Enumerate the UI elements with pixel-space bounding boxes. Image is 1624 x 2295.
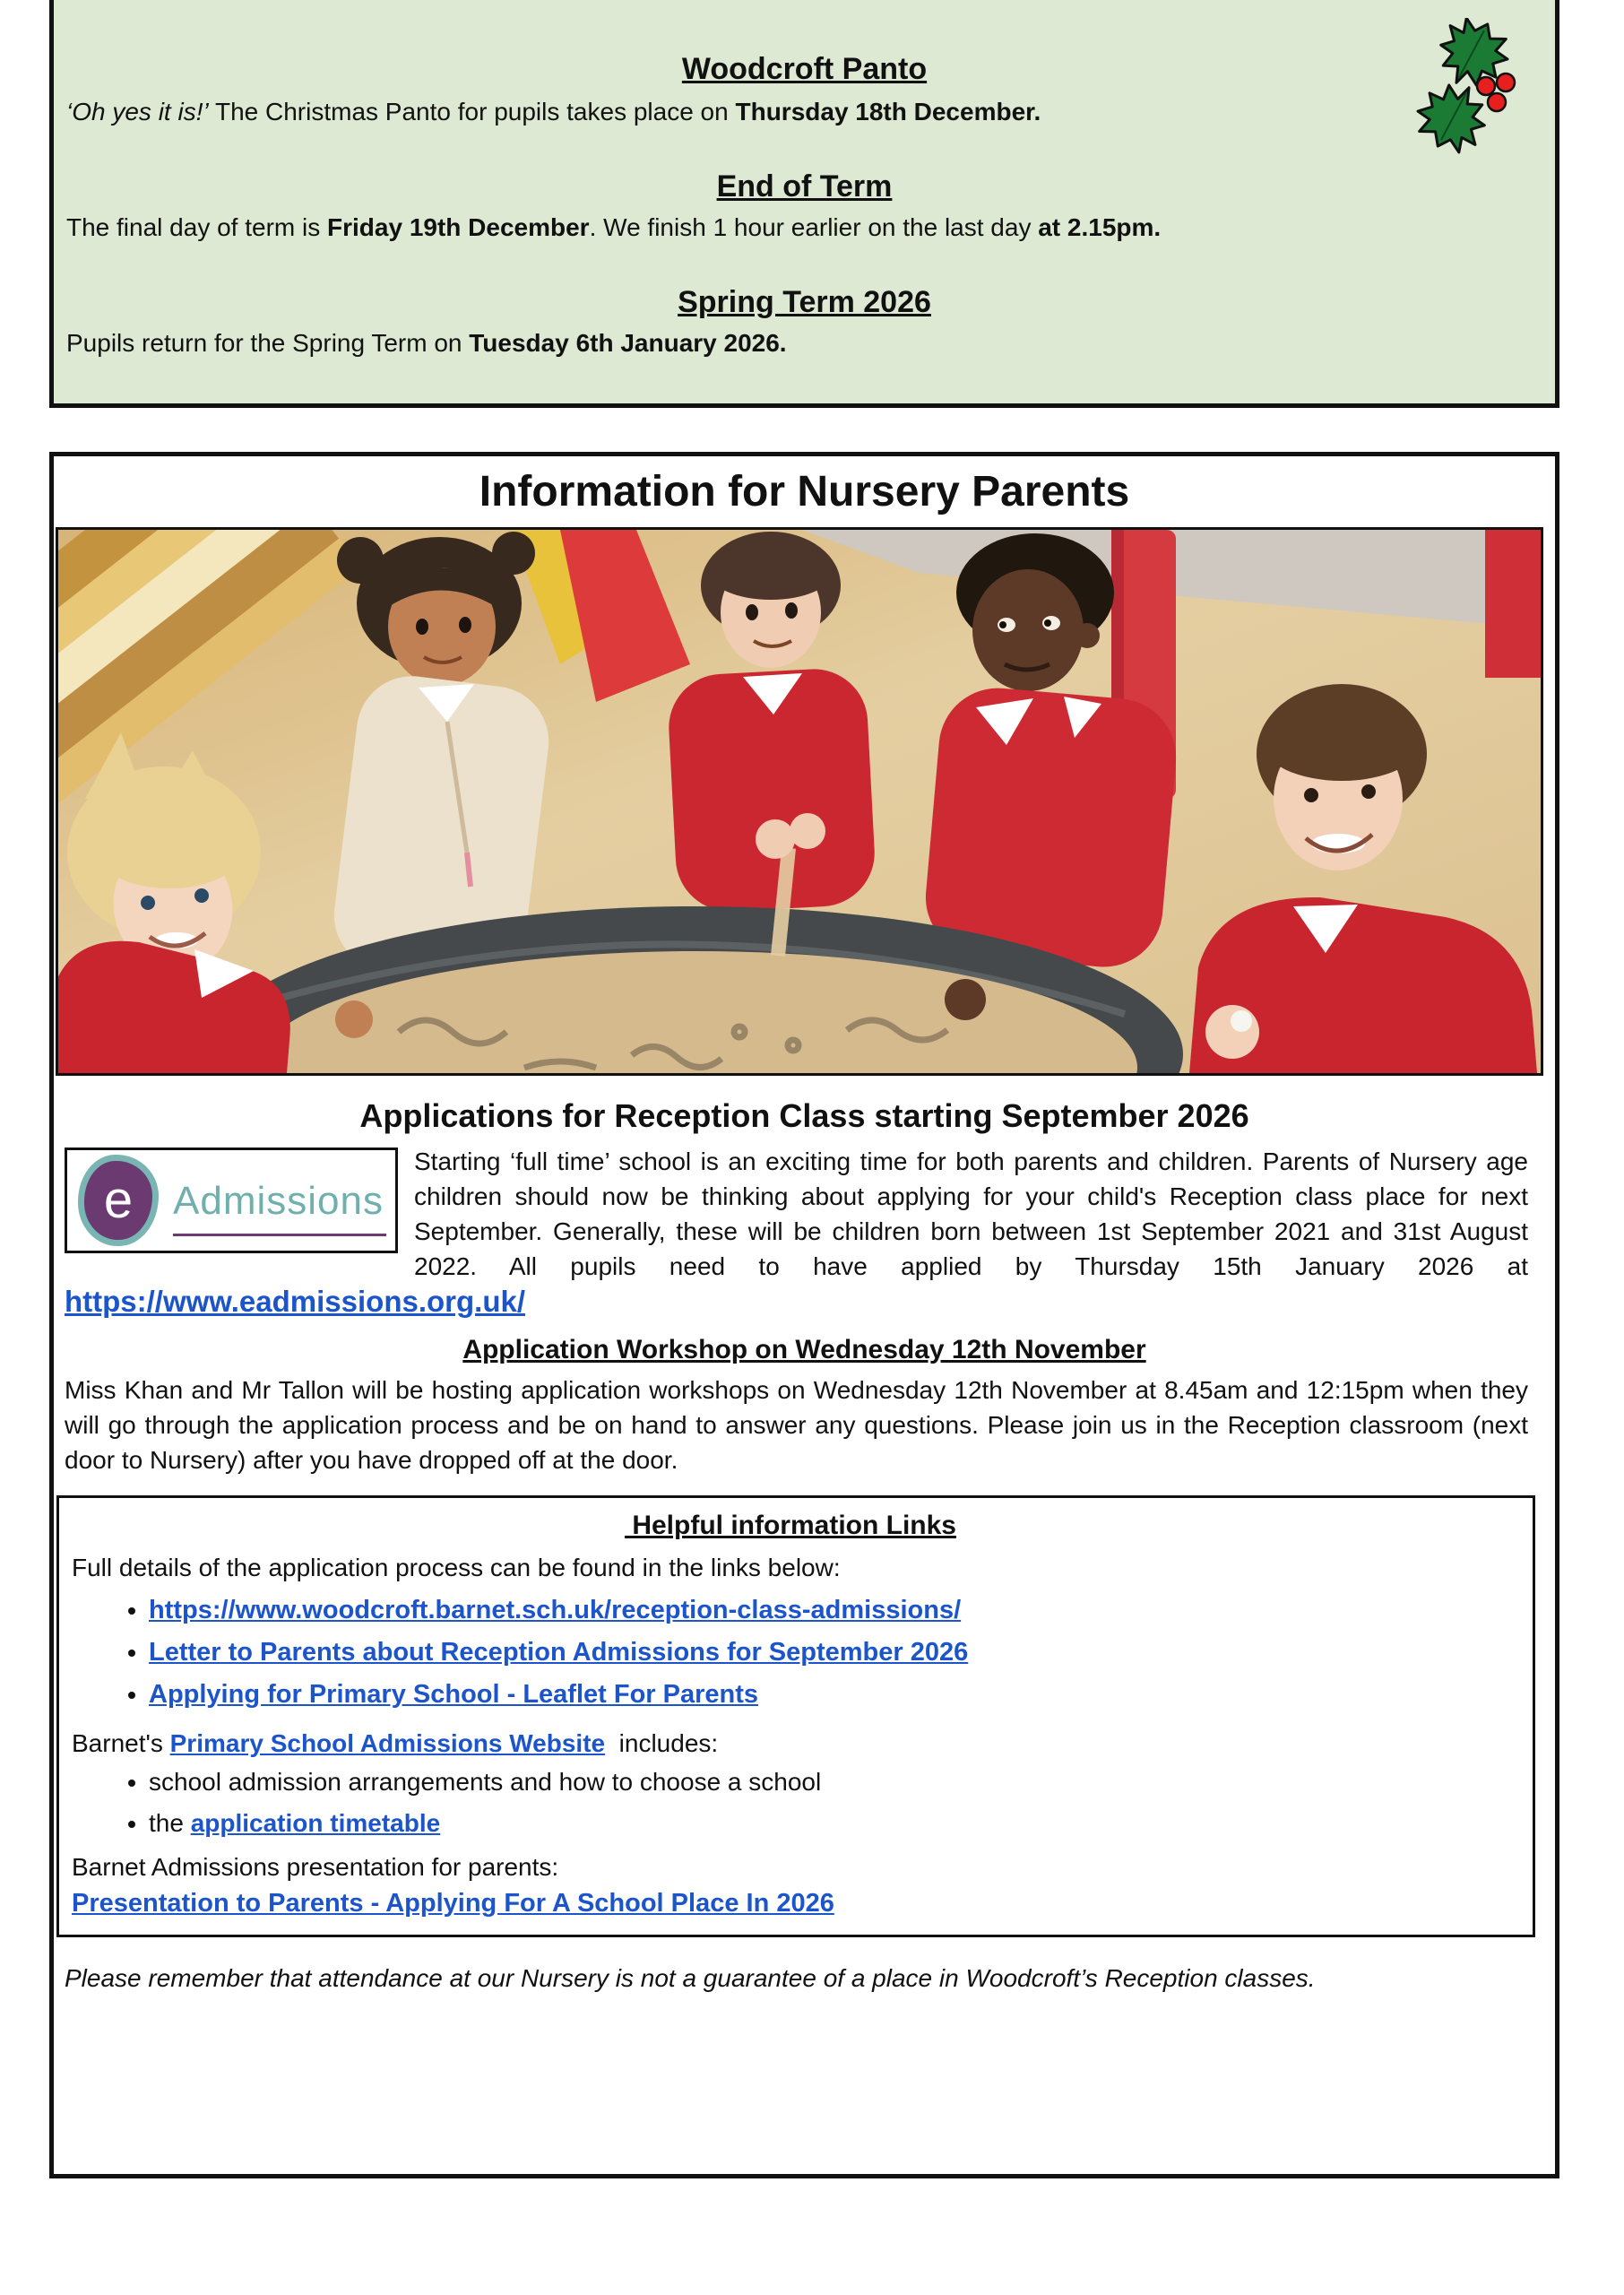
panto-title: Woodcroft Panto bbox=[681, 52, 928, 86]
eadmissions-e-mark bbox=[78, 1155, 159, 1246]
workshop-title: Application Workshop on Wednesday 12th November bbox=[462, 1335, 1146, 1364]
letter-to-parents-link[interactable]: Letter to Parents about Reception Admissions for September 2026 bbox=[149, 1638, 969, 1667]
helpful-links-title: Helpful information Links bbox=[624, 1511, 956, 1540]
workshop-paragraph: Miss Khan and Mr Tallon will be hosting application workshops on Wednesday 12th November at 8.45am and 12:15pm when they will go through the application process and be on hand to answer any questions. Please join us in the Reception classroom (next door to Nursery) after you have dropped off at the door. bbox=[65, 1376, 1528, 1474]
spring-term-text bbox=[54, 327, 1555, 359]
barnet-bullet-list bbox=[72, 1767, 1509, 1839]
list-item bbox=[149, 1637, 1509, 1667]
holly-icon bbox=[1405, 18, 1527, 160]
end-of-term-title: End of Term bbox=[716, 169, 893, 204]
nursery-title: Information for Nursery Parents bbox=[479, 468, 1130, 515]
list-item bbox=[149, 1595, 1509, 1625]
eadmissions-link[interactable]: https://www.eadmissions.org.uk/ bbox=[65, 1285, 526, 1318]
list-item bbox=[149, 1679, 1509, 1710]
helpful-links-intro: Full details of the application process can be found in the links below: bbox=[72, 1554, 841, 1581]
presentation-label: Barnet Admissions presentation for parents: bbox=[72, 1853, 559, 1881]
barnet-admissions-link[interactable]: Primary School Admissions Website bbox=[169, 1729, 606, 1757]
end-of-term-t2: . We finish 1 hour earlier on the last day bbox=[589, 213, 1039, 241]
eadmissions-logo bbox=[65, 1148, 398, 1253]
logo-underline bbox=[173, 1234, 386, 1236]
spring-term-title: Spring Term 2026 bbox=[678, 285, 931, 319]
end-of-term-t1: The final day of term is bbox=[66, 213, 328, 241]
presentation-link[interactable]: Presentation to Parents - Applying For A School Place In 2026 bbox=[72, 1889, 834, 1918]
nursery-photo bbox=[56, 527, 1543, 1076]
panto-body: The Christmas Panto for pupils takes place on bbox=[208, 98, 736, 126]
nursery-info-panel bbox=[49, 452, 1559, 2178]
link-list bbox=[72, 1595, 1509, 1710]
end-of-term-time: at 2.15pm. bbox=[1038, 213, 1162, 241]
barnet-suffix: includes: bbox=[605, 1729, 719, 1757]
applications-paragraph bbox=[65, 1144, 1528, 1321]
nursery-photo-scene bbox=[58, 530, 1541, 1073]
nursery-disclaimer: Please remember that attendance at our Nursery is not a guarantee of a place in Woodcroft’s Reception classes. bbox=[65, 1964, 1316, 1992]
helpful-links-box bbox=[56, 1495, 1535, 1937]
logo-e-letter: e bbox=[103, 1171, 134, 1229]
panto-date: Thursday 18th December. bbox=[735, 98, 1041, 126]
list-item bbox=[149, 1767, 1509, 1797]
panto-quote: ‘Oh yes it is!’ bbox=[66, 98, 209, 126]
applications-title: Applications for Reception Class starting September 2026 bbox=[359, 1097, 1249, 1134]
spring-term-date: Tuesday 6th January 2026. bbox=[469, 329, 787, 357]
eadmissions-wordmark: Admissions bbox=[173, 1178, 384, 1223]
barnet-prefix: Barnet's bbox=[72, 1729, 170, 1757]
reception-admissions-link[interactable]: https://www.woodcroft.barnet.sch.uk/reception-class-admissions/ bbox=[149, 1596, 962, 1624]
applications-body-text: Starting ‘full time’ school is an exciting time for both parents and children. Parents of Nursery age children should now be thinking about applying for your child's Reception class place for next September. Generally, these will be children born between 1st September 2021 and 31st August 2022. All pupils need to have applied by Thursday 15th January 2026 at bbox=[414, 1148, 1528, 1280]
the-prefix: the bbox=[149, 1809, 191, 1837]
spring-term-t1: Pupils return for the Spring Term on bbox=[66, 329, 470, 357]
barnet-line bbox=[72, 1729, 1509, 1758]
application-timetable-link[interactable]: application timetable bbox=[190, 1809, 441, 1837]
applying-leaflet-link[interactable]: Applying for Primary School - Leaflet For Parents bbox=[149, 1680, 759, 1709]
term-dates-panel bbox=[49, 0, 1559, 408]
end-of-term-date: Friday 19th December bbox=[327, 213, 590, 241]
panto-text bbox=[54, 96, 1555, 128]
presentation-line bbox=[72, 1889, 1509, 1918]
end-of-term-text bbox=[54, 212, 1555, 244]
list-item bbox=[149, 1808, 1509, 1839]
admission-arrangements-text: school admission arrangements and how to choose a school bbox=[149, 1768, 822, 1796]
